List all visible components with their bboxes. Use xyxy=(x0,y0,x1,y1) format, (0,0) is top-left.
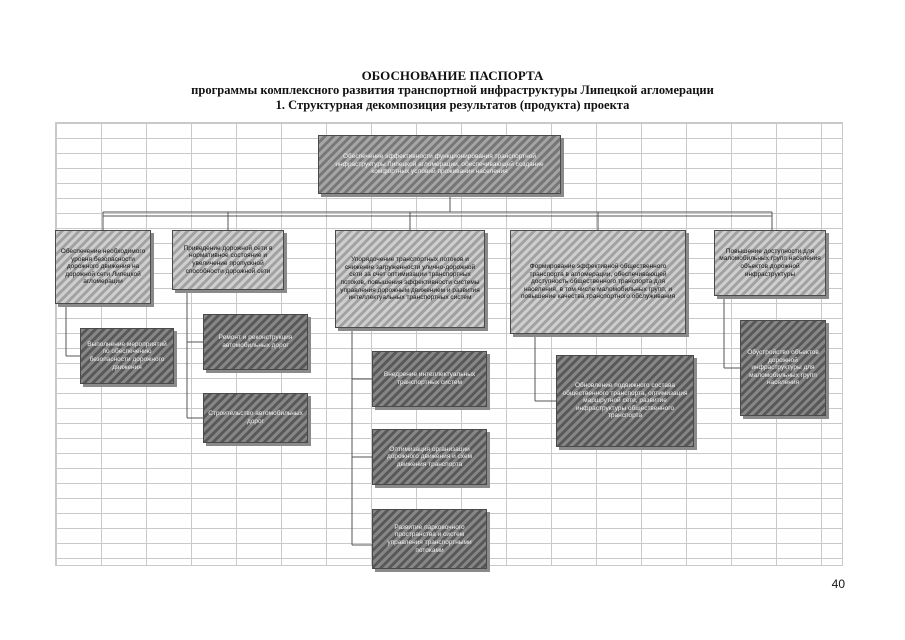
root-goal-box xyxy=(318,135,561,194)
subtask-text-1-1: Выполнение мероприятий по обеспечению безопасности дорожного движения xyxy=(87,340,167,371)
goal-box-4 xyxy=(510,230,686,334)
goal-box-1 xyxy=(55,230,151,304)
subtask-text-3-1: Внедрение интеллектуальных транспортных систем xyxy=(383,371,476,386)
goal-text-2: Приведение дорожной сети в нормативное состояние и увеличение пропускной способности дорожной сети xyxy=(183,244,273,275)
document-title: ОБОСНОВАНИЕ ПАСПОРТА xyxy=(361,68,544,83)
goal-box-2 xyxy=(172,230,284,290)
subtask-text-3-2: Оптимизация организации дорожного движения и схем движения транспорта xyxy=(386,445,473,468)
subtask-box-3-3 xyxy=(372,509,487,569)
subtask-box-3-2 xyxy=(372,429,487,485)
goal-box-5 xyxy=(714,230,826,296)
section-title: 1. Структурная декомпозиция результатов (продукта) проекта xyxy=(275,98,630,112)
subtask-box-2-1 xyxy=(203,314,308,370)
subtask-box-1-1 xyxy=(80,328,174,384)
subtask-text-2-1: Ремонт и реконструкция автомобильных дорог xyxy=(218,334,293,349)
page-number: 40 xyxy=(831,577,845,591)
document-subtitle: программы комплексного развития транспортной инфраструктуры Липецкой агломерации xyxy=(191,83,714,97)
subtask-text-4-1: Обновление подвижного состава общественного транспорта, оптимизация маршрутной сети, развитие инфраструктуры общественного транспорта xyxy=(562,382,688,420)
subtask-text-3-3: Развитие парковочного пространства и систем управления транспортными потоками xyxy=(387,523,472,554)
subtask-box-3-1 xyxy=(372,351,487,407)
subtask-box-2-2 xyxy=(203,393,308,443)
subtask-box-4-1 xyxy=(556,355,694,447)
subtask-box-5-1 xyxy=(740,320,826,416)
goal-text-4: Формирование эффективной общественного транспорта в агломерации, обеспечивающей доступность общественного транспорта для населения, в том числе маломобильных групп, и повышение качества транспортного обслуживания xyxy=(520,263,676,301)
goal-box-3 xyxy=(335,230,485,328)
root-goal-text: Обеспечение эффективности функционирования транспортной инфраструктуры Липецкой агломерации, обеспечивающей создание комфортных условий проживания населения xyxy=(335,153,544,176)
goal-text-5: Повышение доступности для маломобильных групп населения объектов дорожной инфраструктуры xyxy=(719,247,821,278)
goal-text-1: Обеспечение необходимого уровня безопасности дорожного движения на дорожной сети Липецкой агломерации xyxy=(60,248,146,286)
subtask-text-5-1: Обустройство объектов дорожной инфраструктуры для маломобильных групп населения xyxy=(747,349,819,387)
goal-text-3: Упорядочение транспортных потоков и снижение загруженности улично-дорожной сети за счет оптимизации транспортных потоков, повышения эффективности системы управления дорожным движением и развития интеллектуальных транспортных систем xyxy=(340,256,480,302)
page-header xyxy=(0,68,905,113)
subtask-text-2-2: Строительство автомобильных дорог xyxy=(208,410,303,425)
